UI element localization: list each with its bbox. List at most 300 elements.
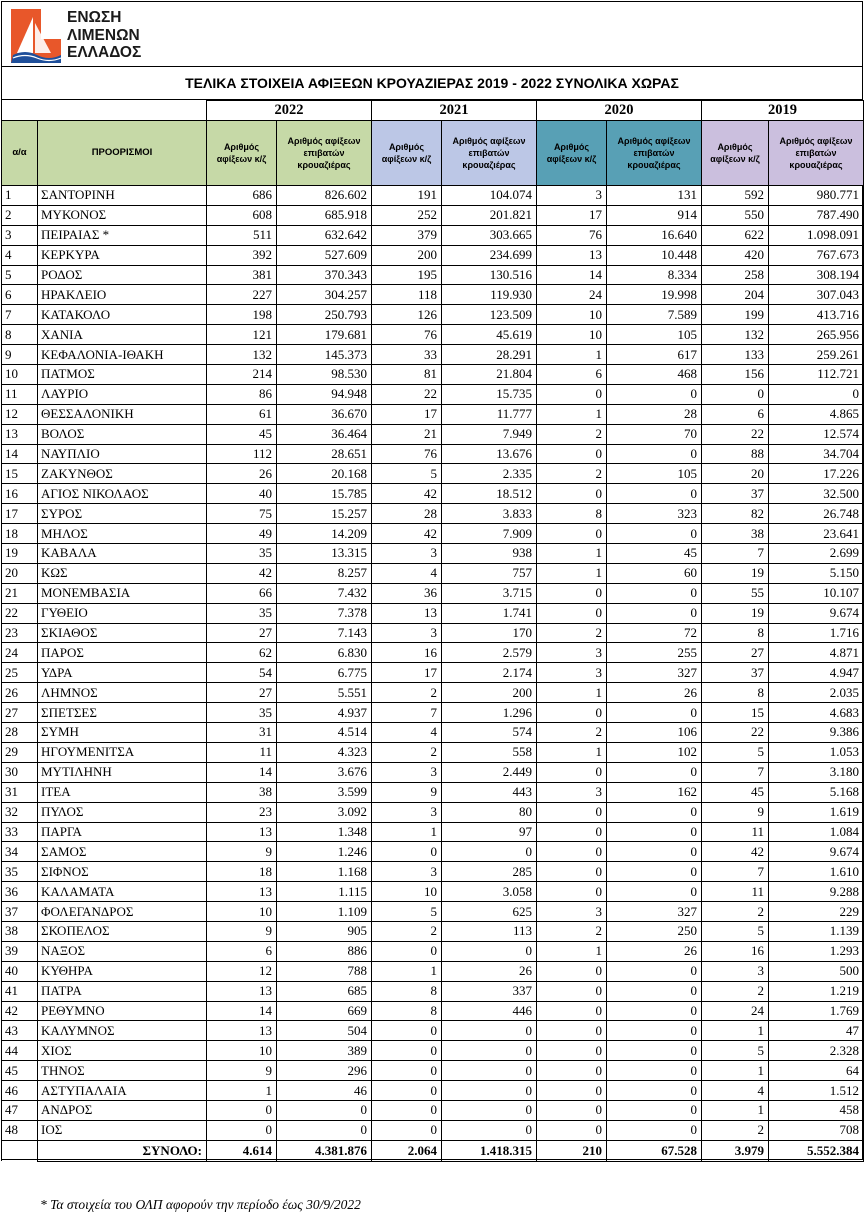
destination-name: ΧΑΝΙΑ [38,325,207,345]
destination-name: ΛΗΜΝΟΣ [38,683,207,703]
passengers-2020: 0 [607,762,702,782]
arrivals-2021: 0 [372,941,442,961]
arrivals-2019: 1 [702,1061,769,1081]
passengers-2020: 60 [607,563,702,583]
passengers-2022: 6.775 [277,663,372,683]
passengers-2022: 98.530 [277,365,372,385]
row-number: 28 [2,723,38,743]
table-row [2,205,864,225]
passengers-2022: 685.918 [277,205,372,225]
arrivals-2022: 132 [207,345,277,365]
passengers-2021: 18.512 [442,484,537,504]
passengers-2020: 45 [607,544,702,564]
row-number: 18 [2,524,38,544]
arrivals-2019: 5 [702,921,769,941]
arrivals-2020: 1 [537,742,607,762]
passengers-2020: 7.589 [607,305,702,325]
arrivals-2022: 35 [207,703,277,723]
destination-name: ΤΗΝΟΣ [38,1061,207,1081]
passengers-2021: 3.833 [442,504,537,524]
row-number: 29 [2,742,38,762]
passengers-2022: 36.464 [277,424,372,444]
destination-name: ΘΕΣΣΑΛΟΝΙΚΗ [38,404,207,424]
passengers-2020: 105 [607,464,702,484]
destination-name: ΜΟΝΕΜΒΑΣΙΑ [38,583,207,603]
arrivals-2019: 258 [702,265,769,285]
passengers-2021: 7.909 [442,524,537,544]
table-row [2,384,864,404]
arrivals-2022: 40 [207,484,277,504]
arrivals-2019: 11 [702,822,769,842]
table-row [2,305,864,325]
table-row [2,862,864,882]
passengers-2022: 36.670 [277,404,372,424]
row-number: 32 [2,802,38,822]
passengers-2019: 1.512 [769,1081,864,1101]
passengers-2021: 130.516 [442,265,537,285]
row-number: 11 [2,384,38,404]
arrivals-2022: 511 [207,225,277,245]
table-row [2,285,864,305]
passengers-2022: 1.246 [277,842,372,862]
table-row [2,1061,864,1081]
arrivals-2019: 1 [702,1021,769,1041]
table-row [2,882,864,902]
arrivals-2019: 2 [702,1120,769,1140]
arrivals-2020: 0 [537,1021,607,1041]
passengers-2021: 757 [442,563,537,583]
row-number: 17 [2,504,38,524]
passengers-2019: 708 [769,1120,864,1140]
destination-name: ΧΙΟΣ [38,1041,207,1061]
destination-name: ΠΑΡΓΑ [38,822,207,842]
passengers-2019: 307.043 [769,285,864,305]
destination-name: ΚΑΛΑΜΑΤΑ [38,882,207,902]
passengers-2019: 1.293 [769,941,864,961]
passengers-2021: 234.699 [442,245,537,265]
arrivals-2021: 17 [372,663,442,683]
arrivals-2020: 13 [537,245,607,265]
arrivals-2022: 62 [207,643,277,663]
passengers-2022: 20.168 [277,464,372,484]
passengers-2021: 97 [442,822,537,842]
passengers-2019: 34.704 [769,444,864,464]
passengers-2021: 0 [442,1041,537,1061]
page-title: ΤΕΛΙΚΑ ΣΤΟΙΧΕΙΑ ΑΦΙΞΕΩΝ ΚΡΟΥΑΖΙΕΡΑΣ 2019 - 2022 ΣΥΝΟΛΙΚΑ ΧΩΡΑΣ [1,67,863,100]
row-number: 45 [2,1061,38,1081]
arrivals-2020: 6 [537,365,607,385]
row-number: 2 [2,205,38,225]
arrivals-2021: 200 [372,245,442,265]
header-arrivals-2021: Αριθμός αφίξεων κ/ζ [372,121,442,186]
destination-name: ΦΟΛΕΓΑΝΔΡΟΣ [38,902,207,922]
table-row [2,941,864,961]
passengers-2021: 0 [442,1021,537,1041]
arrivals-2022: 38 [207,782,277,802]
arrivals-2019: 2 [702,902,769,922]
year-header-row [2,101,864,121]
passengers-2019: 308.194 [769,265,864,285]
passengers-2021: 170 [442,623,537,643]
table-row [2,623,864,643]
row-number: 27 [2,703,38,723]
passengers-2022: 886 [277,941,372,961]
total-arrivals-2022: 4.614 [207,1140,277,1161]
total-row-spacer [2,1140,38,1161]
passengers-2019: 1.098.091 [769,225,864,245]
passengers-2021: 123.509 [442,305,537,325]
row-number: 39 [2,941,38,961]
arrivals-2020: 2 [537,424,607,444]
arrivals-2021: 5 [372,902,442,922]
arrivals-2021: 191 [372,186,442,206]
row-number: 23 [2,623,38,643]
table-row [2,1041,864,1061]
destination-name: ΡΕΘΥΜΝΟ [38,1001,207,1021]
passengers-2022: 669 [277,1001,372,1021]
arrivals-2022: 26 [207,464,277,484]
arrivals-2019: 1 [702,1100,769,1120]
passengers-2019: 458 [769,1100,864,1120]
arrivals-2020: 14 [537,265,607,285]
table-row [2,902,864,922]
arrivals-2022: 13 [207,981,277,1001]
table-row [2,544,864,564]
arrivals-2019: 3 [702,961,769,981]
total-passengers-2021: 1.418.315 [442,1140,537,1161]
arrivals-2019: 199 [702,305,769,325]
arrivals-2019: 420 [702,245,769,265]
destination-name: ΙΤΕΑ [38,782,207,802]
arrivals-2022: 227 [207,285,277,305]
row-number: 46 [2,1081,38,1101]
arrivals-2020: 10 [537,325,607,345]
passengers-2021: 285 [442,862,537,882]
passengers-2022: 527.609 [277,245,372,265]
destination-name: ΚΕΦΑΛΟΝΙΑ-ΙΘΑΚΗ [38,345,207,365]
arrivals-2019: 11 [702,882,769,902]
passengers-2019: 265.956 [769,325,864,345]
passengers-2019: 12.574 [769,424,864,444]
row-number: 34 [2,842,38,862]
table-row [2,1100,864,1120]
passengers-2019: 4.947 [769,663,864,683]
passengers-2022: 46 [277,1081,372,1101]
passengers-2020: 617 [607,345,702,365]
destination-name: ΠΕΙΡΑΙΑΣ * [38,225,207,245]
arrivals-2021: 0 [372,1100,442,1120]
arrivals-2022: 12 [207,961,277,981]
arrivals-2019: 45 [702,782,769,802]
passengers-2022: 3.092 [277,802,372,822]
arrivals-2020: 0 [537,524,607,544]
table-row [2,504,864,524]
passengers-2020: 0 [607,981,702,1001]
header-passengers-2021: Αριθμός αφίξεων επιβατών κρουαζιέρας [442,121,537,186]
arrivals-2021: 8 [372,981,442,1001]
passengers-2020: 0 [607,882,702,902]
arrivals-2020: 24 [537,285,607,305]
year-header-2022: 2022 [207,101,372,121]
arrivals-2021: 76 [372,444,442,464]
arrivals-2022: 27 [207,623,277,643]
passengers-2020: 162 [607,782,702,802]
passengers-2020: 0 [607,1120,702,1140]
arrivals-2021: 2 [372,683,442,703]
arrivals-2020: 0 [537,1061,607,1081]
passengers-2021: 337 [442,981,537,1001]
arrivals-2021: 0 [372,1081,442,1101]
table-row [2,802,864,822]
table-row [2,723,864,743]
arrivals-2022: 214 [207,365,277,385]
passengers-2020: 0 [607,1001,702,1021]
passengers-2020: 0 [607,603,702,623]
logo-line-3: ΕΛΛΑΔΟΣ [67,44,142,61]
passengers-2020: 16.640 [607,225,702,245]
arrivals-2019: 22 [702,723,769,743]
destination-name: ΑΓΙΟΣ ΝΙΚΟΛΑΟΣ [38,484,207,504]
passengers-2020: 323 [607,504,702,524]
arrivals-2022: 66 [207,583,277,603]
destination-name: ΣΚΙΑΘΟΣ [38,623,207,643]
arrivals-2020: 8 [537,504,607,524]
passengers-2021: 0 [442,1061,537,1081]
destination-name: ΡΟΔΟΣ [38,265,207,285]
passengers-2021: 0 [442,1100,537,1120]
table-row [2,1081,864,1101]
passengers-2021: 3.058 [442,882,537,902]
passengers-2020: 0 [607,862,702,882]
arrivals-2019: 9 [702,802,769,822]
table-row [2,484,864,504]
total-row [2,1140,864,1161]
passengers-2021: 80 [442,802,537,822]
cruise-arrivals-table [1,100,864,1162]
passengers-2020: 0 [607,524,702,544]
arrivals-2022: 6 [207,941,277,961]
year-header-2020: 2020 [537,101,702,121]
passengers-2022: 179.681 [277,325,372,345]
arrivals-2020: 0 [537,762,607,782]
arrivals-2020: 3 [537,782,607,802]
arrivals-2021: 0 [372,1120,442,1140]
total-passengers-2022: 4.381.876 [277,1140,372,1161]
passengers-2021: 28.291 [442,345,537,365]
arrivals-2021: 81 [372,365,442,385]
passengers-2019: 767.673 [769,245,864,265]
total-arrivals-2020: 210 [537,1140,607,1161]
destination-name: ΝΑΥΠΛΙΟ [38,444,207,464]
passengers-2019: 9.674 [769,603,864,623]
arrivals-2019: 4 [702,1081,769,1101]
passengers-2019: 5.168 [769,782,864,802]
arrivals-2021: 4 [372,563,442,583]
total-arrivals-2021: 2.064 [372,1140,442,1161]
arrivals-2019: 0 [702,384,769,404]
table-row [2,1120,864,1140]
passengers-2019: 17.226 [769,464,864,484]
row-number: 3 [2,225,38,245]
passengers-2019: 1.619 [769,802,864,822]
arrivals-2020: 1 [537,544,607,564]
passengers-2020: 327 [607,663,702,683]
destination-name: ΗΓΟΥΜΕΝΙΤΣΑ [38,742,207,762]
arrivals-2021: 76 [372,325,442,345]
arrivals-2022: 10 [207,1041,277,1061]
passengers-2022: 145.373 [277,345,372,365]
passengers-2021: 104.074 [442,186,537,206]
arrivals-2019: 7 [702,862,769,882]
table-row [2,683,864,703]
row-number: 15 [2,464,38,484]
passengers-2020: 105 [607,325,702,345]
arrivals-2019: 204 [702,285,769,305]
arrivals-2020: 0 [537,484,607,504]
row-number: 38 [2,921,38,941]
arrivals-2019: 2 [702,981,769,1001]
destination-name: ΚΑΤΑΚΟΛΟ [38,305,207,325]
table-row [2,822,864,842]
table-row [2,842,864,862]
arrivals-2020: 0 [537,862,607,882]
passengers-2022: 15.785 [277,484,372,504]
arrivals-2020: 2 [537,464,607,484]
passengers-2020: 0 [607,1081,702,1101]
passengers-2020: 10.448 [607,245,702,265]
passengers-2019: 2.035 [769,683,864,703]
arrivals-2019: 22 [702,424,769,444]
row-number: 40 [2,961,38,981]
passengers-2022: 632.642 [277,225,372,245]
destination-name: ΣΙΦΝΟΣ [38,862,207,882]
passengers-2022: 7.378 [277,603,372,623]
destination-name: ΒΟΛΟΣ [38,424,207,444]
passengers-2019: 9.674 [769,842,864,862]
passengers-2022: 8.257 [277,563,372,583]
passengers-2020: 0 [607,842,702,862]
arrivals-2022: 686 [207,186,277,206]
arrivals-2021: 1 [372,822,442,842]
arrivals-2021: 28 [372,504,442,524]
passengers-2019: 4.683 [769,703,864,723]
table-body [2,186,864,1162]
header-arrivals-2022: Αριθμός αφίξεων κ/ζ [207,121,277,186]
passengers-2020: 8.334 [607,265,702,285]
destination-name: ΚΩΣ [38,563,207,583]
passengers-2021: 7.949 [442,424,537,444]
arrivals-2022: 23 [207,802,277,822]
arrivals-2022: 31 [207,723,277,743]
year-header-2019: 2019 [702,101,864,121]
arrivals-2019: 42 [702,842,769,862]
arrivals-2022: 121 [207,325,277,345]
passengers-2022: 94.948 [277,384,372,404]
row-number: 1 [2,186,38,206]
arrivals-2019: 82 [702,504,769,524]
row-number: 12 [2,404,38,424]
row-number: 33 [2,822,38,842]
arrivals-2021: 7 [372,703,442,723]
passengers-2020: 468 [607,365,702,385]
table-row [2,345,864,365]
row-number: 36 [2,882,38,902]
passengers-2019: 4.865 [769,404,864,424]
arrivals-2019: 19 [702,563,769,583]
passengers-2021: 0 [442,1081,537,1101]
arrivals-2022: 9 [207,842,277,862]
passengers-2022: 250.793 [277,305,372,325]
passengers-2022: 389 [277,1041,372,1061]
row-number: 43 [2,1021,38,1041]
row-number: 25 [2,663,38,683]
passengers-2021: 200 [442,683,537,703]
arrivals-2022: 608 [207,205,277,225]
passengers-2020: 72 [607,623,702,643]
passengers-2020: 0 [607,384,702,404]
arrivals-2021: 36 [372,583,442,603]
destination-name: ΜΗΛΟΣ [38,524,207,544]
passengers-2019: 980.771 [769,186,864,206]
table-row [2,762,864,782]
destination-name: ΑΝΔΡΟΣ [38,1100,207,1120]
passengers-2022: 504 [277,1021,372,1041]
passengers-2020: 102 [607,742,702,762]
passengers-2019: 259.261 [769,345,864,365]
passengers-2022: 4.937 [277,703,372,723]
destination-name: ΚΥΘΗΡΑ [38,961,207,981]
passengers-2021: 45.619 [442,325,537,345]
arrivals-2021: 13 [372,603,442,623]
passengers-2019: 32.500 [769,484,864,504]
passengers-2019: 26.748 [769,504,864,524]
header-passengers-2020: Αριθμός αφίξεων επιβατών κρουαζιέρας [607,121,702,186]
passengers-2020: 0 [607,583,702,603]
destination-name: ΖΑΚΥΝΘΟΣ [38,464,207,484]
arrivals-2021: 9 [372,782,442,802]
row-number: 42 [2,1001,38,1021]
passengers-2021: 201.821 [442,205,537,225]
passengers-2020: 106 [607,723,702,743]
destination-name: ΣΑΝΤΟΡΙΝΗ [38,186,207,206]
arrivals-2019: 20 [702,464,769,484]
table-row [2,444,864,464]
row-number: 48 [2,1120,38,1140]
arrivals-2019: 6 [702,404,769,424]
passengers-2019: 1.769 [769,1001,864,1021]
row-number: 9 [2,345,38,365]
table-row [2,703,864,723]
arrivals-2021: 4 [372,723,442,743]
arrivals-2020: 3 [537,902,607,922]
passengers-2019: 787.490 [769,205,864,225]
row-number: 4 [2,245,38,265]
arrivals-2020: 76 [537,225,607,245]
passengers-2021: 21.804 [442,365,537,385]
passengers-2019: 229 [769,902,864,922]
arrivals-2020: 1 [537,683,607,703]
destination-name: ΚΕΡΚΥΡΑ [38,245,207,265]
row-number: 7 [2,305,38,325]
arrivals-2022: 13 [207,882,277,902]
logo-line-2: ΛΙΜΕΝΩΝ [67,26,140,44]
arrivals-2020: 3 [537,643,607,663]
passengers-2021: 625 [442,902,537,922]
arrivals-2021: 42 [372,524,442,544]
year-header-spacer [2,101,207,121]
arrivals-2019: 622 [702,225,769,245]
row-number: 14 [2,444,38,464]
